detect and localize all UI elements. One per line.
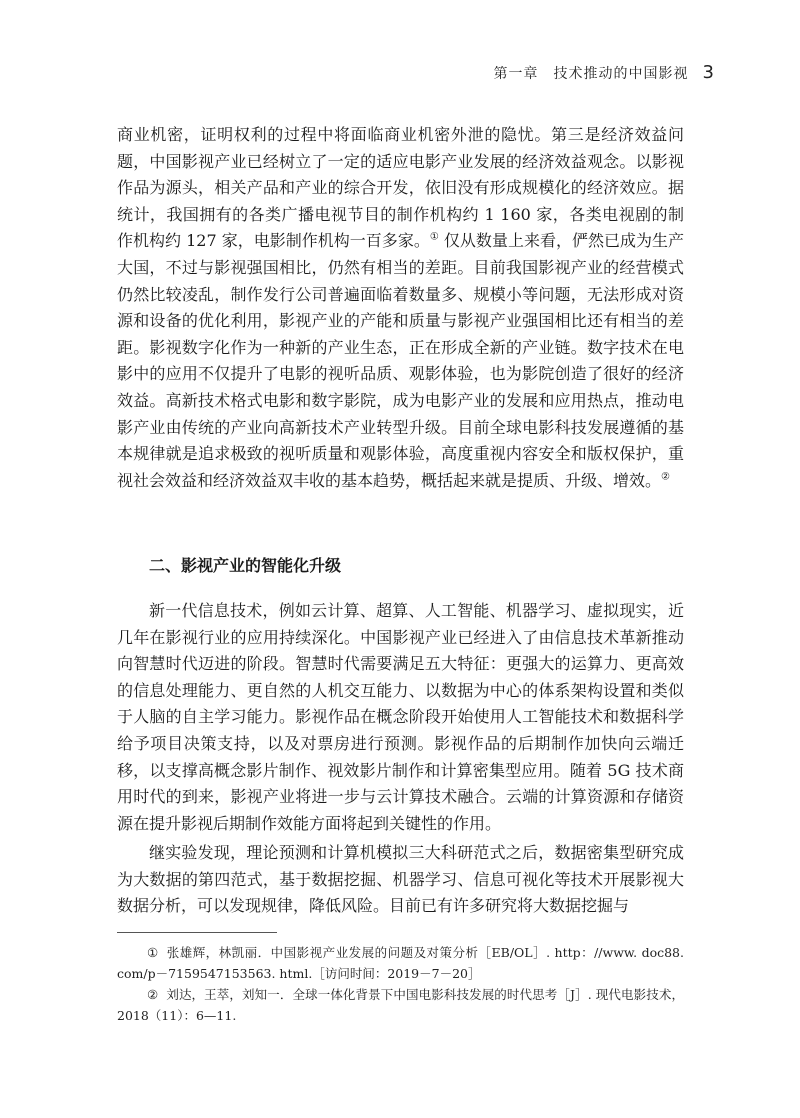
footnote-text: 刘达，王萃，刘知一．全球一体化背景下中国电影科技发展的时代思考［J］. 现代电影技术，2018（11）：6—11. xyxy=(117,987,684,1023)
footnote-reference-1[interactable]: ① xyxy=(429,232,439,244)
footnotes xyxy=(117,942,684,1026)
footnote-reference-2[interactable]: ② xyxy=(661,471,670,483)
chapter-running-title: 第一章 技术推动的中国影视 xyxy=(493,66,689,82)
footnote-marker: ① xyxy=(147,945,159,960)
footnote-item xyxy=(117,942,684,984)
footnote-divider xyxy=(117,932,277,933)
paragraph-text: 商业机密，证明权利的过程中将面临商业机密外泄的隐忧。第三是经济效益问题，中国影视产业已经树立了一定的适应电影产业发展的经济效益观念。以影视作品为源头，相关产品和产业的综合开发，依旧没有形成规模化的经济效应。据统计，我国拥有的各类广播电视节目的制作机构约 1 160 家，各类电视剧的制作机构约 127 家，电影制作机构一百多家。 xyxy=(117,125,684,251)
footnote-marker: ② xyxy=(147,987,159,1002)
body-paragraph: 继实验发现，理论预测和计算机模拟三大科研范式之后，数据密集型研究成为大数据的第四范式，基于数据挖掘、机器学习、信息可视化等技术开展影视大数据分析，可以发现规律，降低风险。目前已有许多研究将大数据挖掘与 xyxy=(117,843,684,916)
body-paragraph xyxy=(117,122,684,494)
page-number: 3 xyxy=(702,62,714,83)
running-header xyxy=(494,62,714,83)
paragraph-text: 仅从数量上来看，俨然已成为生产大国，不过与影视强国相比，仍然有相当的差距。目前我国影视产业的经营模式仍然比较凌乱，制作发行公司普遍面临着数量多、规模小等问题，无法形成对资源和设备的优化利用，影视产业的产能和质量与影视产业强国相比还有相当的差距。影视数字化作为一种新的产业生态，正在形成全新的产业链。数字技术在电影中的应用不仅提升了电影的视听品质、观影体验，也为影院创造了很好的经济效益。高新技术格式电影和数字影院，成为电影产业的发展和应用热点，推动电影产业由传统的产业向高新技术产业转型升级。目前全球电影科技发展遵循的基本规律就是追求极致的视听质量和观影体验，高度重视内容安全和版权保护，重视社会效益和经济效益双丰收的基本趋势，概括起来就是提质、升级、增效。 xyxy=(117,231,685,490)
footnote-item xyxy=(117,984,684,1026)
footnote-text: 张雄辉，林凯丽．中国影视产业发展的问题及对策分析［EB/OL］. http：//www. doc88. com/p－7159547153563. html.［访问时间：2019－7－20］ xyxy=(117,945,684,981)
body-paragraph: 新一代信息技术，例如云计算、超算、人工智能、机器学习、虚拟现实，近几年在影视行业的应用持续深化。中国影视产业已经进入了由信息技术革新推动向智慧时代迈进的阶段。智慧时代需要满足五大特征：更强大的运算力、更高效的信息处理能力、更自然的人机交互能力、以数据为中心的体系架构设置和类似于人脑的自主学习能力。影视作品在概念阶段开始使用人工智能技术和数据科学给予项目决策支持，以及对票房进行预测。影视作品的后期制作加快向云端迁移，以支撑高概念影片制作、视效影片制作和计算密集型应用。随着 5G 技术商用时代的到来，影视产业将进一步与云计算技术融合。云端的计算资源和存储资源在提升影视后期制作效能方面将起到关键性的作用。 xyxy=(117,601,684,833)
section-heading: 二、影视产业的智能化升级 xyxy=(149,556,342,575)
